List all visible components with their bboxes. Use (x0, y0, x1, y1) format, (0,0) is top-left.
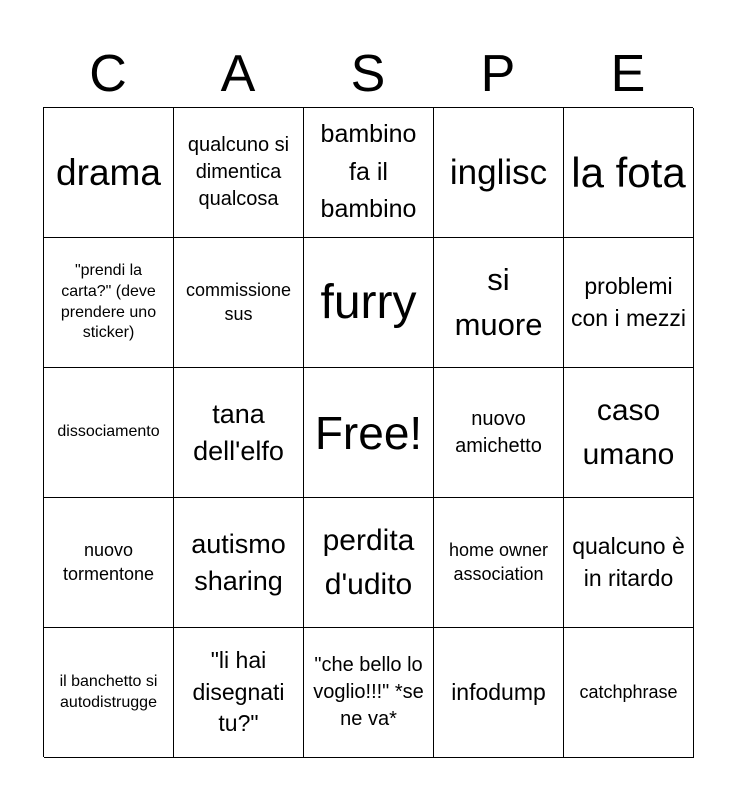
bingo-cell[interactable] (434, 628, 564, 758)
cell-text: il banchetto si autodistrugge (59, 672, 158, 711)
free-space[interactable] (304, 368, 434, 498)
bingo-board (43, 107, 693, 757)
bingo-cell[interactable] (44, 238, 174, 368)
cell-text: problemi con i mezzi (570, 272, 687, 331)
cell-text: perdita d'udito (322, 524, 415, 601)
header-letter-c: C (89, 45, 127, 103)
cell-text: drama (56, 152, 161, 193)
cell-text: "che bello lo voglio!!!" *se ne va* (313, 654, 424, 730)
bingo-cell[interactable] (434, 498, 564, 628)
header-letter-e: E (610, 45, 646, 103)
cell-text: si muore (454, 261, 543, 342)
cell-text: "prendi la carta?" (deve prendere uno sticker) (60, 261, 157, 342)
cell-text: dissociamento (57, 423, 160, 441)
bingo-cell[interactable] (174, 108, 304, 238)
bingo-cell[interactable] (564, 368, 694, 498)
bingo-cell[interactable] (304, 238, 434, 368)
bingo-cell[interactable] (434, 368, 564, 498)
bingo-cell[interactable] (44, 108, 174, 238)
cell-text: catchphrase (579, 681, 678, 702)
header-letter-s: S (350, 45, 386, 103)
cell-text: qualcuno si dimentica qualcosa (187, 134, 290, 210)
bingo-cell[interactable] (44, 628, 174, 758)
bingo-cell[interactable] (434, 108, 564, 238)
cell-text: nuovo amichetto (455, 407, 542, 457)
bingo-cell[interactable] (44, 498, 174, 628)
cell-text: nuovo tormentone (62, 540, 155, 584)
cell-text: commissione sus (185, 280, 292, 324)
cell-text: autismo sharing (191, 529, 286, 596)
bingo-cell[interactable] (564, 108, 694, 238)
cell-text: tana dell'elfo (193, 399, 284, 466)
cell-text: Free! (314, 406, 423, 459)
cell-text: qualcuno è in ritardo (572, 532, 685, 591)
bingo-cell[interactable] (304, 108, 434, 238)
bingo-cell[interactable] (174, 238, 304, 368)
bingo-cell[interactable] (304, 628, 434, 758)
bingo-cell[interactable] (174, 628, 304, 758)
bingo-cell[interactable] (564, 498, 694, 628)
header-letter-a: A (220, 45, 256, 103)
cell-text: la fota (571, 148, 686, 196)
cell-text: "li hai disegnati tu?" (192, 646, 285, 737)
cell-text: caso umano (582, 394, 675, 471)
bingo-cell[interactable] (304, 498, 434, 628)
header-letter-p: P (480, 45, 516, 103)
cell-text: inglisc (449, 152, 548, 192)
cell-text: bambino fa il bambino (320, 120, 417, 224)
cell-text: infodump (451, 678, 546, 705)
bingo-cell[interactable] (434, 238, 564, 368)
bingo-cell[interactable] (174, 498, 304, 628)
bingo-header (43, 40, 693, 108)
bingo-cell[interactable] (44, 368, 174, 498)
cell-text: furry (320, 275, 417, 329)
bingo-cell[interactable] (564, 628, 694, 758)
bingo-cell[interactable] (174, 368, 304, 498)
cell-text: home owner association (448, 540, 549, 584)
bingo-cell[interactable] (564, 238, 694, 368)
